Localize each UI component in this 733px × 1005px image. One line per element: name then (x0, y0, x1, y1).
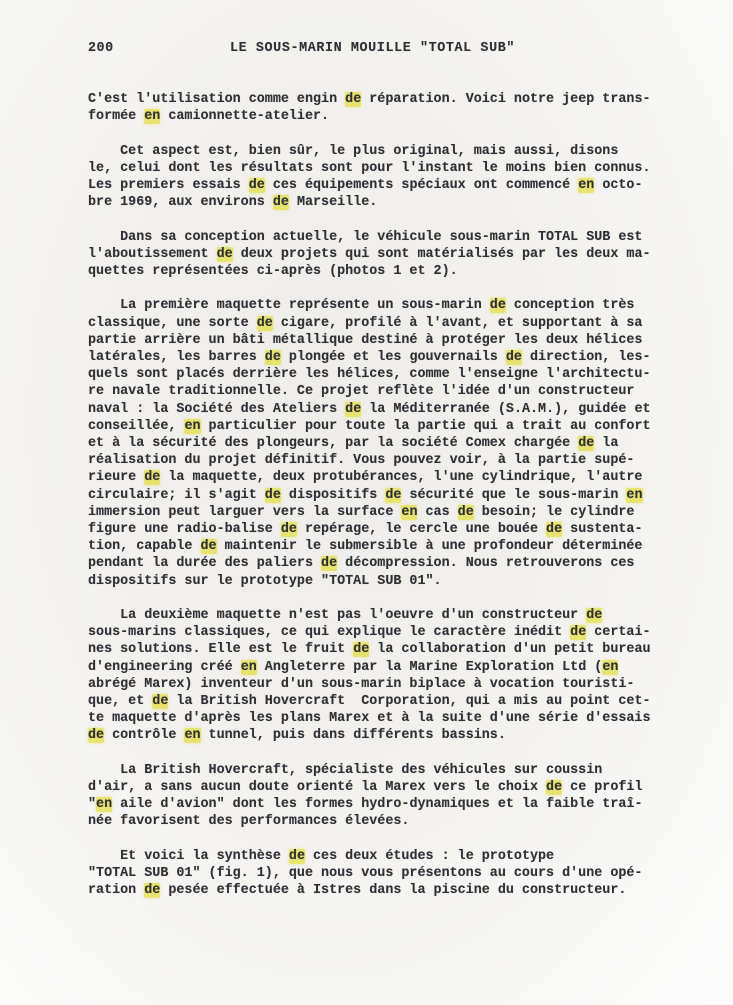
text-line (88, 366, 651, 383)
text-segment: besoin; le cylindre (473, 504, 635, 520)
text-line (88, 108, 651, 125)
text-segment: la collaboration d'un petit bureau (369, 642, 651, 658)
text-line (88, 194, 651, 211)
text-segment: ces deux études : le prototype (304, 848, 555, 864)
highlighted-word: de (280, 522, 297, 538)
text-segment: tion, capable (88, 539, 201, 555)
text-segment: quettes représentées ci-après (photos 1 et 2). (88, 264, 458, 279)
highlighted-word: en (184, 728, 201, 744)
text-line (88, 813, 651, 830)
text-segment: nes solutions. Elle est le fruit (88, 642, 354, 658)
text-segment: contrôle (104, 728, 185, 744)
text-segment: la (594, 436, 619, 452)
page-number: 200 (88, 41, 114, 56)
highlighted-word: en (144, 109, 161, 125)
text-segment: Dans sa conception actuelle, le véhicule sous-marin TOTAL SUB est (88, 229, 643, 245)
text-segment: C'est l'utilisation comme engin (88, 92, 346, 107)
text-segment: re navale traditionnelle. Ce projet reflète l'idée d'un constructeur (88, 384, 635, 400)
text-segment: cas (417, 504, 458, 520)
text-line (88, 504, 651, 521)
text-line (88, 573, 651, 590)
text-segment: La première maquette représente un sous-marin (88, 298, 490, 314)
text-segment: ration (88, 883, 145, 899)
text-line (88, 297, 651, 314)
text-segment: l'aboutissement (88, 246, 217, 262)
text-segment: réalisation du projet définitif. Vous pouvez voir, à la partie supé- (88, 453, 635, 469)
text-segment: conception très (505, 298, 635, 314)
text-segment: figure une radio-balise (88, 522, 281, 538)
text-segment: naval : la Société des Ateliers (88, 401, 346, 417)
text-line (88, 452, 651, 469)
text-segment: "TOTAL SUB 01" (fig. 1), que nous vous présentons au cours d'une opé- (88, 866, 643, 882)
text-line (88, 555, 651, 572)
text-segment: formée (88, 109, 145, 125)
highlighted-word: de (88, 728, 105, 744)
text-line (88, 538, 651, 555)
text-segment: ces équipements spéciaux ont commencé (264, 178, 579, 193)
text-line (88, 263, 651, 280)
text-segment: le, celui dont les résultats sont pour l'instant le moins bien connus. (88, 160, 651, 176)
text-line (88, 521, 651, 538)
text-segment: dispositifs sur le prototype "TOTAL SUB 01". (88, 573, 442, 589)
text-segment: la Méditerranée (S.A.M.), guidée et (361, 401, 651, 417)
text-segment: sécurité que le sous-marin (401, 487, 627, 503)
text-line (88, 487, 651, 504)
highlighted-word: de (385, 487, 402, 503)
text-segment: ce profil (562, 780, 643, 796)
text-line (88, 607, 651, 624)
highlighted-word: en (602, 659, 619, 675)
text-segment: la British Hovercraft Corporation, qui a mis au point cet- (168, 694, 651, 710)
text-segment: d'engineering créé (88, 659, 241, 675)
text-segment: Les premiers essais (88, 178, 249, 193)
text-segment: direction, les- (521, 350, 651, 365)
text-line (88, 246, 651, 263)
text-segment: abrégé Marex) inventeur d'un sous-marin biplace à vocation touristi- (88, 676, 635, 692)
highlighted-word: de (489, 298, 506, 314)
paragraph (88, 297, 651, 589)
text-segment: conseillée, (88, 418, 185, 434)
highlighted-word: en (240, 659, 257, 675)
highlighted-word: de (256, 315, 273, 331)
page-body (88, 91, 651, 917)
paragraph (88, 229, 651, 281)
highlighted-word: de (345, 92, 362, 107)
highlighted-word: de (264, 350, 281, 365)
text-line (88, 383, 651, 400)
highlighted-word: de (144, 883, 161, 899)
text-segment: Et voici la synthèse (88, 848, 289, 864)
text-line (88, 762, 651, 779)
text-line (88, 710, 651, 727)
text-segment: Angleterre par la Marine Exploration Ltd ( (256, 659, 603, 675)
text-line (88, 160, 651, 177)
text-segment: rieure (88, 470, 145, 486)
text-segment: partie arrière un bâti métallique destiné à protéger les deux hélices (88, 332, 643, 348)
highlighted-word: de (345, 401, 362, 417)
text-segment: circulaire; il s'agit (88, 487, 265, 503)
text-line (88, 641, 651, 658)
text-line (88, 435, 651, 452)
highlighted-word: de (152, 694, 169, 710)
highlighted-word: de (586, 608, 603, 624)
highlighted-word: de (353, 642, 370, 658)
highlighted-word: de (272, 195, 289, 211)
text-segment: particulier pour toute la partie qui a trait au confort (200, 418, 651, 434)
text-line (88, 624, 651, 641)
text-segment: La deuxième maquette n'est pas l'oeuvre d'un constructeur (88, 608, 587, 624)
text-segment: dispositifs (280, 487, 386, 503)
text-line (88, 418, 651, 435)
text-segment: tunnel, puis dans différents bassins. (200, 728, 506, 744)
highlighted-word: en (184, 418, 201, 434)
highlighted-word: de (578, 436, 595, 452)
highlighted-word: en (401, 504, 418, 520)
highlighted-word: en (578, 178, 595, 193)
text-segment: classique, une sorte (88, 315, 257, 331)
text-line (88, 676, 651, 693)
text-line (88, 91, 651, 108)
text-line (88, 882, 651, 899)
text-segment: bre 1969, aux environs (88, 195, 273, 211)
text-line (88, 177, 651, 194)
text-segment: maintenir le submersible à une profondeur déterminée (216, 539, 643, 555)
text-line (88, 315, 651, 332)
text-segment: la maquette, deux protubérances, l'une cylindrique, l'autre (160, 470, 643, 486)
text-line (88, 229, 651, 246)
paragraph (88, 91, 651, 125)
text-segment: quels sont placés derrière les hélices, comme l'enseigne l'architectu- (88, 367, 651, 383)
highlighted-word: de (248, 178, 265, 193)
highlighted-word: de (144, 470, 161, 486)
text-line (88, 779, 651, 796)
text-segment: plongée et les gouvernails (280, 350, 506, 365)
text-line (88, 401, 651, 418)
text-line (88, 659, 651, 676)
text-segment: née favorisent des performances élevées. (88, 814, 410, 830)
text-line (88, 796, 651, 813)
text-segment: camionnette-atelier. (160, 109, 330, 125)
highlighted-word: en (626, 487, 643, 503)
highlighted-word: de (288, 848, 305, 864)
text-segment: Cet aspect est, bien sûr, le plus original, mais aussi, disons (88, 143, 619, 159)
text-line (88, 349, 651, 366)
text-segment: pesée effectuée à Istres dans la piscine du constructeur. (160, 883, 627, 899)
text-line (88, 469, 651, 486)
highlighted-word: de (321, 556, 338, 572)
text-segment: certai- (586, 625, 651, 641)
text-segment: " (88, 797, 97, 813)
paragraph (88, 143, 651, 212)
text-line (88, 693, 651, 710)
text-line (88, 865, 651, 882)
text-segment: cigare, profilé à l'avant, et supportant à sa (272, 315, 643, 331)
highlighted-word: de (546, 780, 563, 796)
highlighted-word: de (546, 522, 563, 538)
text-segment: octo- (594, 178, 643, 193)
highlighted-word: de (570, 625, 587, 641)
text-segment: sustenta- (562, 522, 643, 538)
text-segment: La British Hovercraft, spécialiste des véhicules sur coussin (88, 762, 603, 778)
text-segment: d'air, a sans aucun doute orienté la Marex vers le choix (88, 780, 547, 796)
text-segment: pendant la durée des paliers (88, 556, 322, 572)
text-line (88, 848, 651, 865)
text-line (88, 727, 651, 744)
text-segment: deux projets qui sont matérialisés par les deux ma- (232, 246, 651, 262)
text-segment: que, et (88, 694, 153, 710)
text-segment: décompression. Nous retrouverons ces (337, 556, 635, 572)
text-segment: te maquette d'après les plans Marex et à la suite d'une série d'essais (88, 711, 651, 727)
text-segment: réparation. Voici notre jeep trans- (361, 92, 651, 107)
text-line (88, 332, 651, 349)
text-segment: repérage, le cercle une bouée (296, 522, 547, 538)
highlighted-word: de (505, 350, 522, 365)
text-segment: immersion peut larguer vers la surface (88, 504, 402, 520)
text-segment: sous-marins classiques, ce qui explique le caractère inédit (88, 625, 571, 641)
paragraph (88, 848, 651, 900)
highlighted-word: de (200, 539, 217, 555)
paragraph (88, 607, 651, 745)
text-segment: Marseille. (288, 195, 378, 211)
page-title: LE SOUS-MARIN MOUILLE "TOTAL SUB" (230, 41, 515, 56)
highlighted-word: en (96, 797, 113, 813)
text-line (88, 143, 651, 160)
highlighted-word: de (264, 487, 281, 503)
text-segment: et à la sécurité des plongeurs, par la société Comex chargée (88, 436, 579, 452)
highlighted-word: de (457, 504, 474, 520)
text-segment: aile d'avion" dont les formes hydro-dynamiques et la faible traî- (112, 797, 643, 813)
text-segment: latérales, les barres (88, 350, 265, 365)
paragraph (88, 762, 651, 831)
highlighted-word: de (216, 246, 233, 262)
